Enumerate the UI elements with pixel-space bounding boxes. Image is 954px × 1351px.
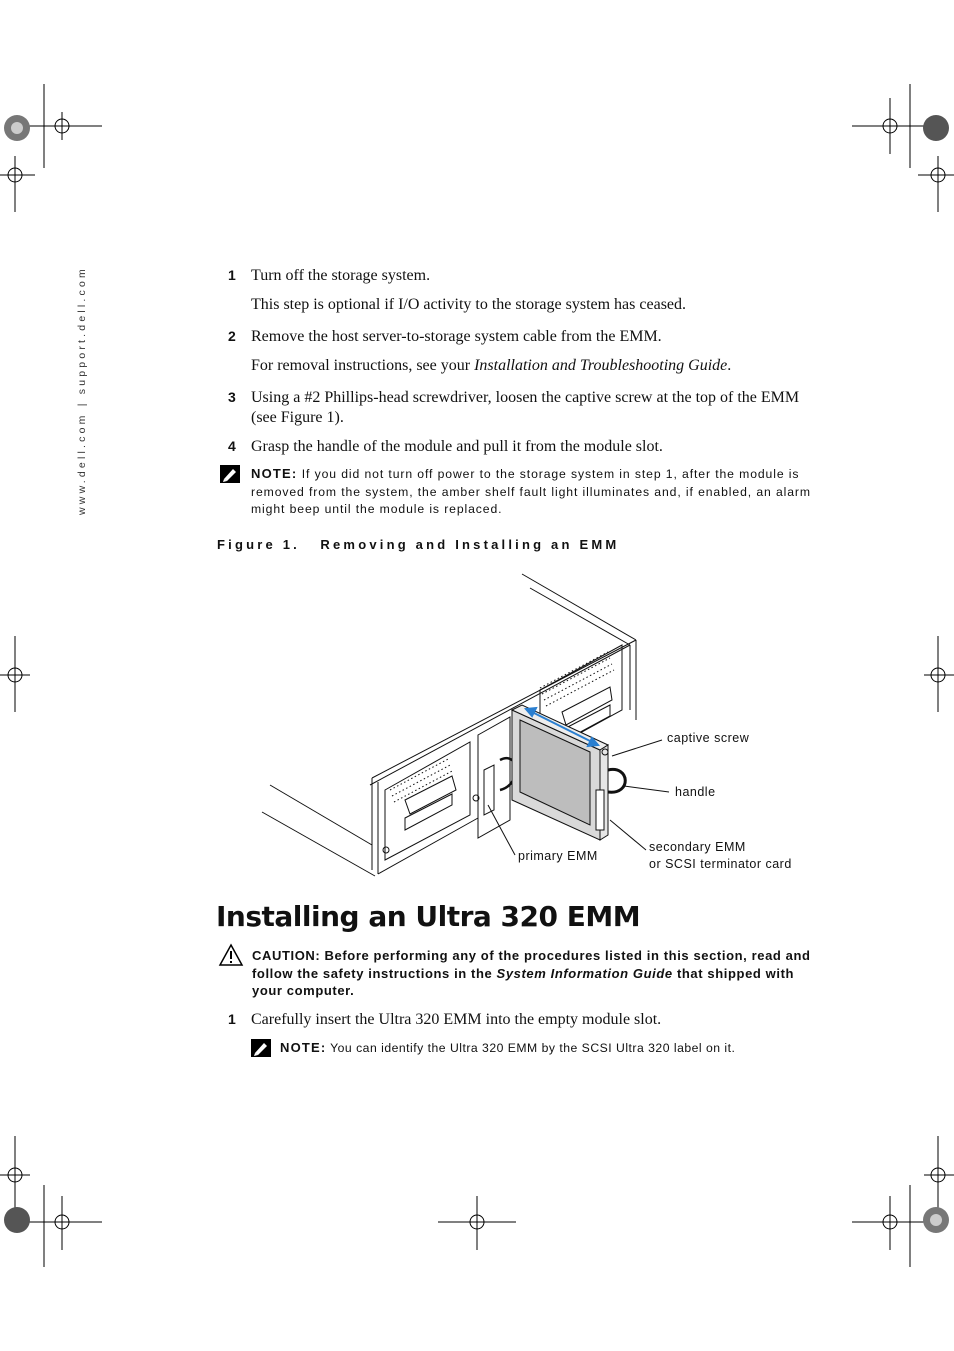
step-number: 3 (228, 389, 236, 405)
step-subtext: For removal instructions, see your Installation and Troubleshooting Guide. (251, 357, 732, 374)
note-label: NOTE: (251, 466, 298, 481)
section-heading: Installing an Ultra 320 EMM (216, 900, 641, 933)
caution-guide-title: System Information Guide (496, 965, 673, 981)
step-text: Carefully insert the Ultra 320 EMM into the empty module slot. (251, 1011, 662, 1028)
note-text: If you did not turn off power to the storage system in step 1, after the module is removed from the system, the amber shelf fault light illuminates and, if enabled, an alarm might beep until the module is replaced. (251, 467, 811, 516)
callout-captive-screw: captive screw (667, 731, 750, 745)
side-url: www.dell.com | support.dell.com (76, 266, 88, 515)
note-label: NOTE: (280, 1040, 327, 1055)
step-text: Grasp the handle of the module and pull it from the module slot. (251, 438, 663, 455)
callout-primary-emm: primary EMM (518, 849, 598, 863)
step-text: Using a #2 Phillips-head screwdriver, loosen the captive screw at the top of the EMM (see Figure 1). (251, 389, 800, 426)
step-number: 2 (228, 328, 236, 344)
step-text: Turn off the storage system. (251, 267, 431, 284)
note (280, 1039, 800, 1058)
callout-secondary-emm: secondary EMM (649, 840, 746, 854)
callout-secondary-emm-2: or SCSI terminator card (649, 857, 792, 871)
step-number: 4 (228, 438, 236, 454)
step-subtext: This step is optional if I/O activity to the storage system has ceased. (251, 296, 687, 313)
step-text: Remove the host server-to-storage system cable from the EMM. (251, 328, 662, 345)
caution-text: CAUTION: Before performing any of the procedures listed in this section, read and follow the safety instructions in the System Information Guide that shipped with your computer. (252, 948, 811, 998)
step-number: 1 (228, 1011, 236, 1027)
note-text: You can identify the Ultra 320 EMM by the SCSI Ultra 320 label on it. (330, 1041, 736, 1055)
guide-title: Installation and Troubleshooting Guide (474, 357, 728, 374)
step-number: 1 (228, 267, 236, 283)
callout-handle: handle (675, 785, 716, 799)
figure-title: Figure 1. Removing and Installing an EMM (217, 537, 620, 552)
